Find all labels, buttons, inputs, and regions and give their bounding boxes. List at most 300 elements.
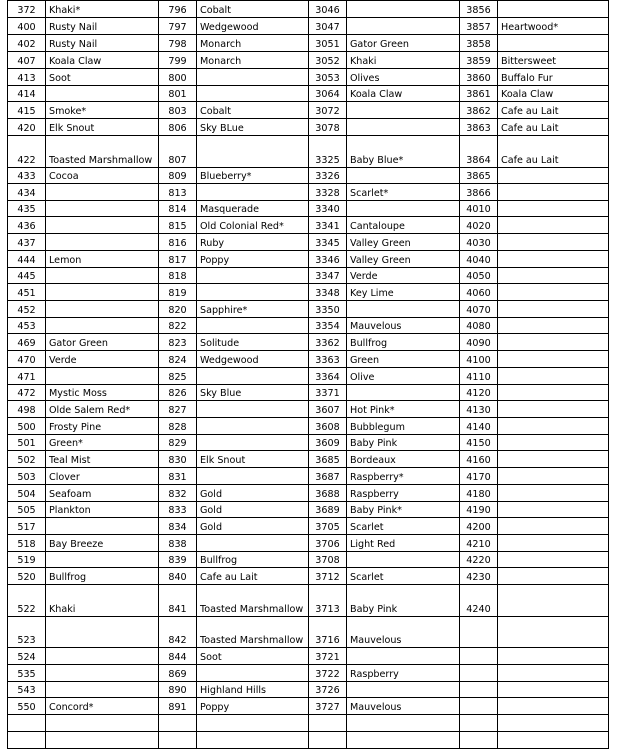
cell-name-2 bbox=[197, 69, 309, 86]
cell-num-1: 435 bbox=[8, 201, 46, 217]
cell-num-3: 3326 bbox=[309, 168, 347, 184]
cell-name-1: Mystic Moss bbox=[46, 385, 159, 401]
cell-name-3: Mauvelous bbox=[347, 698, 460, 715]
cell-num-3: 3721 bbox=[309, 648, 347, 665]
cell-num-2: 824 bbox=[159, 351, 197, 368]
cell-name-1: Koala Claw bbox=[46, 52, 159, 69]
cell-num-2: 833 bbox=[159, 502, 197, 518]
cell-name-3: Raspberry* bbox=[347, 468, 460, 485]
cell-num-3: 3706 bbox=[309, 535, 347, 552]
cell-name-1 bbox=[46, 648, 159, 665]
cell-name-1: Bullfrog bbox=[46, 568, 159, 585]
cell-num-4: 3857 bbox=[460, 18, 498, 35]
cell-num-2: 832 bbox=[159, 485, 197, 502]
cell-num-1: 504 bbox=[8, 485, 46, 502]
cell-name-1: Rusty Nail bbox=[46, 18, 159, 35]
cell-name-1 bbox=[46, 268, 159, 284]
cell-name-2 bbox=[197, 468, 309, 485]
table-row bbox=[8, 435, 609, 451]
cell-num-4 bbox=[460, 617, 498, 648]
cell-name-4 bbox=[498, 682, 609, 698]
cell-num-1: 402 bbox=[8, 35, 46, 52]
cell-num-1: 522 bbox=[8, 585, 46, 617]
table-row bbox=[8, 52, 609, 69]
cell-num-2: 803 bbox=[159, 102, 197, 119]
cell-name-4: Cafe au Lait bbox=[498, 102, 609, 119]
cell-num-4: 4230 bbox=[460, 568, 498, 585]
cell-name-2: Elk Snout bbox=[197, 451, 309, 468]
cell-name-4 bbox=[498, 351, 609, 368]
table-row bbox=[8, 1, 609, 18]
cell-num-3: 3708 bbox=[309, 552, 347, 568]
cell-name-3: Raspberry bbox=[347, 485, 460, 502]
cell-num-3: 3727 bbox=[309, 698, 347, 715]
cell-num-1: 436 bbox=[8, 217, 46, 234]
cell-name-1 bbox=[46, 732, 159, 749]
cell-name-1: Verde bbox=[46, 351, 159, 368]
cell-name-1 bbox=[46, 665, 159, 682]
cell-name-1: Green* bbox=[46, 435, 159, 451]
table-row bbox=[8, 682, 609, 698]
table-row bbox=[8, 334, 609, 351]
cell-num-4: 3863 bbox=[460, 119, 498, 136]
cell-num-4 bbox=[460, 665, 498, 682]
cell-name-2 bbox=[197, 401, 309, 418]
cell-num-3: 3726 bbox=[309, 682, 347, 698]
cell-name-4 bbox=[498, 268, 609, 284]
cell-num-1: 517 bbox=[8, 518, 46, 535]
cell-name-1 bbox=[46, 518, 159, 535]
cell-name-3: Scarlet bbox=[347, 518, 460, 535]
table-row bbox=[8, 69, 609, 86]
cell-num-1: 502 bbox=[8, 451, 46, 468]
cell-num-3: 3078 bbox=[309, 119, 347, 136]
cell-num-4: 3858 bbox=[460, 35, 498, 52]
cell-name-4 bbox=[498, 334, 609, 351]
table-row bbox=[8, 284, 609, 301]
cell-num-3: 3354 bbox=[309, 318, 347, 334]
cell-num-2: 820 bbox=[159, 301, 197, 318]
cell-num-2: 797 bbox=[159, 18, 197, 35]
cell-num-2: 890 bbox=[159, 682, 197, 698]
cell-name-2: Poppy bbox=[197, 698, 309, 715]
cell-num-3: 3347 bbox=[309, 268, 347, 284]
table-row bbox=[8, 665, 609, 682]
cell-name-4 bbox=[498, 568, 609, 585]
cell-name-1 bbox=[46, 201, 159, 217]
cell-name-3: Scarlet bbox=[347, 568, 460, 585]
cell-num-3: 3072 bbox=[309, 102, 347, 119]
cell-num-1: 422 bbox=[8, 136, 46, 168]
cell-name-4 bbox=[498, 217, 609, 234]
cell-num-2: 829 bbox=[159, 435, 197, 451]
cell-num-4: 3862 bbox=[460, 102, 498, 119]
cell-num-3: 3716 bbox=[309, 617, 347, 648]
table-row bbox=[8, 119, 609, 136]
cell-name-3: Valley Green bbox=[347, 251, 460, 268]
cell-name-2: Bullfrog bbox=[197, 552, 309, 568]
cell-num-1: 437 bbox=[8, 234, 46, 251]
cell-num-2: 796 bbox=[159, 1, 197, 18]
cell-num-2: 798 bbox=[159, 35, 197, 52]
cell-name-3 bbox=[347, 732, 460, 749]
cell-num-2: 823 bbox=[159, 334, 197, 351]
cell-num-3: 3722 bbox=[309, 665, 347, 682]
cell-num-1: 543 bbox=[8, 682, 46, 698]
cell-name-4 bbox=[498, 184, 609, 201]
cell-num-3: 3688 bbox=[309, 485, 347, 502]
cell-name-1: Gator Green bbox=[46, 334, 159, 351]
cell-name-3: Verde bbox=[347, 268, 460, 284]
cell-num-4: 4050 bbox=[460, 268, 498, 284]
cell-name-2 bbox=[197, 665, 309, 682]
cell-name-3: Cantaloupe bbox=[347, 217, 460, 234]
cell-num-2: 841 bbox=[159, 585, 197, 617]
cell-name-1: Toasted Marshmallow bbox=[46, 136, 159, 168]
table-row bbox=[8, 535, 609, 552]
cell-name-3: Bubblegum bbox=[347, 418, 460, 435]
cell-num-3: 3345 bbox=[309, 234, 347, 251]
table-row bbox=[8, 617, 609, 648]
cell-num-4: 4090 bbox=[460, 334, 498, 351]
cell-name-2 bbox=[197, 535, 309, 552]
cell-num-3: 3609 bbox=[309, 435, 347, 451]
cell-num-1: 407 bbox=[8, 52, 46, 69]
cell-name-4 bbox=[498, 368, 609, 385]
cell-name-3: Bullfrog bbox=[347, 334, 460, 351]
cell-num-4: 4060 bbox=[460, 284, 498, 301]
table-row bbox=[8, 184, 609, 201]
cell-num-4: 3859 bbox=[460, 52, 498, 69]
cell-num-1 bbox=[8, 732, 46, 749]
table-row bbox=[8, 568, 609, 585]
cell-name-1: Rusty Nail bbox=[46, 35, 159, 52]
cell-num-1: 453 bbox=[8, 318, 46, 334]
cell-name-3 bbox=[347, 1, 460, 18]
cell-name-3 bbox=[347, 552, 460, 568]
cell-num-4: 4120 bbox=[460, 385, 498, 401]
cell-name-3: Mauvelous bbox=[347, 318, 460, 334]
cell-name-2: Cobalt bbox=[197, 1, 309, 18]
cell-name-3: Mauvelous bbox=[347, 617, 460, 648]
table-row bbox=[8, 418, 609, 435]
cell-name-1: Cocoa bbox=[46, 168, 159, 184]
cell-name-1 bbox=[46, 234, 159, 251]
cell-name-2 bbox=[197, 318, 309, 334]
cell-name-3 bbox=[347, 715, 460, 732]
cell-name-4 bbox=[498, 318, 609, 334]
cell-name-4 bbox=[498, 234, 609, 251]
cell-name-2: Toasted Marshmallow bbox=[197, 585, 309, 617]
cell-name-4 bbox=[498, 385, 609, 401]
cell-num-3: 3371 bbox=[309, 385, 347, 401]
cell-num-3: 3064 bbox=[309, 86, 347, 102]
cell-num-3: 3046 bbox=[309, 1, 347, 18]
cell-num-3: 3689 bbox=[309, 502, 347, 518]
cell-num-3: 3340 bbox=[309, 201, 347, 217]
cell-num-2: 801 bbox=[159, 86, 197, 102]
cell-num-3: 3053 bbox=[309, 69, 347, 86]
cell-name-3 bbox=[347, 682, 460, 698]
cell-name-1 bbox=[46, 217, 159, 234]
cell-num-3: 3341 bbox=[309, 217, 347, 234]
cell-name-3 bbox=[347, 18, 460, 35]
cell-name-2: Old Colonial Red* bbox=[197, 217, 309, 234]
cell-num-2: 807 bbox=[159, 136, 197, 168]
cell-name-4 bbox=[498, 251, 609, 268]
table-row bbox=[8, 485, 609, 502]
cell-num-4: 4100 bbox=[460, 351, 498, 368]
cell-num-2: 816 bbox=[159, 234, 197, 251]
cell-num-3: 3687 bbox=[309, 468, 347, 485]
cell-name-2: Blueberry* bbox=[197, 168, 309, 184]
cell-name-2: Gold bbox=[197, 485, 309, 502]
cell-name-2: Sky Blue bbox=[197, 385, 309, 401]
cell-num-4: 4020 bbox=[460, 217, 498, 234]
cell-name-4 bbox=[498, 284, 609, 301]
cell-num-4: 4030 bbox=[460, 234, 498, 251]
cell-num-1: 550 bbox=[8, 698, 46, 715]
cell-num-4: 4150 bbox=[460, 435, 498, 451]
cell-name-1: Concord* bbox=[46, 698, 159, 715]
cell-name-1: Khaki bbox=[46, 585, 159, 617]
cell-name-4 bbox=[498, 201, 609, 217]
cell-num-1: 524 bbox=[8, 648, 46, 665]
cell-num-4: 4110 bbox=[460, 368, 498, 385]
cell-num-4: 4010 bbox=[460, 201, 498, 217]
table-row bbox=[8, 86, 609, 102]
cell-name-2: Wedgewood bbox=[197, 18, 309, 35]
cell-name-2: Toasted Marshmallow bbox=[197, 617, 309, 648]
cell-num-3: 3348 bbox=[309, 284, 347, 301]
cell-name-3: Bordeaux bbox=[347, 451, 460, 468]
cell-name-3: Olives bbox=[347, 69, 460, 86]
cell-name-3: Gator Green bbox=[347, 35, 460, 52]
table-row bbox=[8, 698, 609, 715]
table-row bbox=[8, 552, 609, 568]
cell-num-1: 520 bbox=[8, 568, 46, 585]
cell-num-2: 815 bbox=[159, 217, 197, 234]
cell-num-1: 413 bbox=[8, 69, 46, 86]
cell-name-3: Light Red bbox=[347, 535, 460, 552]
cell-name-2: Solitude bbox=[197, 334, 309, 351]
table-row bbox=[8, 318, 609, 334]
cell-name-1 bbox=[46, 86, 159, 102]
table-row bbox=[8, 268, 609, 284]
cell-name-4 bbox=[498, 301, 609, 318]
cell-name-3: Baby Pink bbox=[347, 435, 460, 451]
cell-name-1: Clover bbox=[46, 468, 159, 485]
cell-num-3: 3607 bbox=[309, 401, 347, 418]
cell-num-1: 415 bbox=[8, 102, 46, 119]
table-row bbox=[8, 234, 609, 251]
cell-num-3: 3608 bbox=[309, 418, 347, 435]
cell-num-3: 3350 bbox=[309, 301, 347, 318]
table-row bbox=[8, 251, 609, 268]
cell-num-1 bbox=[8, 715, 46, 732]
cell-name-1: Lemon bbox=[46, 251, 159, 268]
cell-num-3: 3685 bbox=[309, 451, 347, 468]
cell-name-4 bbox=[498, 617, 609, 648]
cell-name-1: Seafoam bbox=[46, 485, 159, 502]
cell-name-4 bbox=[498, 1, 609, 18]
cell-name-3: Scarlet* bbox=[347, 184, 460, 201]
cell-num-2: 818 bbox=[159, 268, 197, 284]
cell-num-2 bbox=[159, 715, 197, 732]
cell-name-4 bbox=[498, 665, 609, 682]
cell-name-2 bbox=[197, 86, 309, 102]
cell-num-4: 3860 bbox=[460, 69, 498, 86]
cell-name-2: Cafe au Lait bbox=[197, 568, 309, 585]
cell-num-2: 828 bbox=[159, 418, 197, 435]
cell-name-3 bbox=[347, 119, 460, 136]
cell-name-1 bbox=[46, 617, 159, 648]
cell-num-2: 826 bbox=[159, 385, 197, 401]
cell-num-1: 503 bbox=[8, 468, 46, 485]
cell-num-2: 834 bbox=[159, 518, 197, 535]
cell-num-2: 842 bbox=[159, 617, 197, 648]
cell-name-4 bbox=[498, 535, 609, 552]
cell-num-4: 4240 bbox=[460, 585, 498, 617]
cell-name-3: Baby Pink* bbox=[347, 502, 460, 518]
cell-name-1 bbox=[46, 318, 159, 334]
cell-name-1 bbox=[46, 368, 159, 385]
cell-name-2: Gold bbox=[197, 502, 309, 518]
cell-num-2 bbox=[159, 732, 197, 749]
table-row bbox=[8, 168, 609, 184]
cell-num-2: 827 bbox=[159, 401, 197, 418]
cell-name-4 bbox=[498, 485, 609, 502]
cell-num-1: 471 bbox=[8, 368, 46, 385]
cell-name-2: Sapphire* bbox=[197, 301, 309, 318]
cell-name-4 bbox=[498, 698, 609, 715]
cell-name-4 bbox=[498, 35, 609, 52]
cell-name-4: Koala Claw bbox=[498, 86, 609, 102]
cell-name-4 bbox=[498, 168, 609, 184]
cell-num-2: 840 bbox=[159, 568, 197, 585]
cell-num-1: 414 bbox=[8, 86, 46, 102]
cell-name-2: Soot bbox=[197, 648, 309, 665]
cell-num-2: 806 bbox=[159, 119, 197, 136]
cell-name-4 bbox=[498, 418, 609, 435]
cell-num-4: 3861 bbox=[460, 86, 498, 102]
cell-num-3: 3712 bbox=[309, 568, 347, 585]
table-row bbox=[8, 102, 609, 119]
cell-name-4: Bittersweet bbox=[498, 52, 609, 69]
cell-num-1: 470 bbox=[8, 351, 46, 368]
cell-name-2: Monarch bbox=[197, 52, 309, 69]
cell-name-3: Khaki bbox=[347, 52, 460, 69]
table-row bbox=[8, 301, 609, 318]
color-conversion-table bbox=[7, 0, 609, 749]
cell-name-2: Highland Hills bbox=[197, 682, 309, 698]
cell-num-1: 535 bbox=[8, 665, 46, 682]
table-row bbox=[8, 732, 609, 749]
table-row bbox=[8, 468, 609, 485]
cell-name-4: Cafe au Lait bbox=[498, 136, 609, 168]
cell-num-1: 498 bbox=[8, 401, 46, 418]
cell-name-3: Baby Pink bbox=[347, 585, 460, 617]
cell-name-2 bbox=[197, 732, 309, 749]
cell-name-4 bbox=[498, 435, 609, 451]
cell-num-4 bbox=[460, 732, 498, 749]
cell-num-4: 4170 bbox=[460, 468, 498, 485]
cell-num-1: 500 bbox=[8, 418, 46, 435]
cell-num-3: 3364 bbox=[309, 368, 347, 385]
cell-num-4: 4190 bbox=[460, 502, 498, 518]
cell-num-1: 519 bbox=[8, 552, 46, 568]
cell-num-1: 523 bbox=[8, 617, 46, 648]
cell-num-1: 434 bbox=[8, 184, 46, 201]
table-row bbox=[8, 401, 609, 418]
cell-name-1 bbox=[46, 715, 159, 732]
cell-name-2 bbox=[197, 268, 309, 284]
cell-num-3 bbox=[309, 732, 347, 749]
cell-num-3: 3052 bbox=[309, 52, 347, 69]
cell-name-1: Frosty Pine bbox=[46, 418, 159, 435]
cell-name-1: Smoke* bbox=[46, 102, 159, 119]
table-row bbox=[8, 201, 609, 217]
cell-num-1: 445 bbox=[8, 268, 46, 284]
cell-num-3: 3051 bbox=[309, 35, 347, 52]
cell-name-3: Koala Claw bbox=[347, 86, 460, 102]
cell-num-2: 869 bbox=[159, 665, 197, 682]
cell-num-3: 3363 bbox=[309, 351, 347, 368]
cell-name-4 bbox=[498, 552, 609, 568]
cell-num-2: 799 bbox=[159, 52, 197, 69]
cell-name-4 bbox=[498, 585, 609, 617]
cell-num-1: 469 bbox=[8, 334, 46, 351]
cell-num-1: 433 bbox=[8, 168, 46, 184]
cell-num-4: 4160 bbox=[460, 451, 498, 468]
cell-num-1: 505 bbox=[8, 502, 46, 518]
cell-num-1: 472 bbox=[8, 385, 46, 401]
cell-name-1 bbox=[46, 301, 159, 318]
cell-name-2 bbox=[197, 368, 309, 385]
cell-name-3: Olive bbox=[347, 368, 460, 385]
cell-name-4 bbox=[498, 401, 609, 418]
cell-num-2: 817 bbox=[159, 251, 197, 268]
cell-num-4: 3856 bbox=[460, 1, 498, 18]
cell-num-3 bbox=[309, 715, 347, 732]
table-row bbox=[8, 368, 609, 385]
cell-name-4 bbox=[498, 715, 609, 732]
cell-name-3 bbox=[347, 168, 460, 184]
table-row bbox=[8, 451, 609, 468]
cell-name-4: Buffalo Fur bbox=[498, 69, 609, 86]
cell-name-3 bbox=[347, 301, 460, 318]
cell-num-2: 839 bbox=[159, 552, 197, 568]
cell-num-4: 4130 bbox=[460, 401, 498, 418]
cell-num-2: 822 bbox=[159, 318, 197, 334]
cell-name-4: Cafe au Lait bbox=[498, 119, 609, 136]
table-row bbox=[8, 385, 609, 401]
cell-name-4 bbox=[498, 648, 609, 665]
cell-num-2: 838 bbox=[159, 535, 197, 552]
cell-num-1: 451 bbox=[8, 284, 46, 301]
cell-num-4: 3864 bbox=[460, 136, 498, 168]
cell-name-3: Valley Green bbox=[347, 234, 460, 251]
cell-name-1 bbox=[46, 552, 159, 568]
cell-name-2: Cobalt bbox=[197, 102, 309, 119]
cell-name-2: Masquerade bbox=[197, 201, 309, 217]
cell-num-2: 809 bbox=[159, 168, 197, 184]
cell-name-4 bbox=[498, 502, 609, 518]
cell-num-3: 3346 bbox=[309, 251, 347, 268]
cell-num-4 bbox=[460, 682, 498, 698]
cell-name-3 bbox=[347, 102, 460, 119]
cell-num-4: 4210 bbox=[460, 535, 498, 552]
